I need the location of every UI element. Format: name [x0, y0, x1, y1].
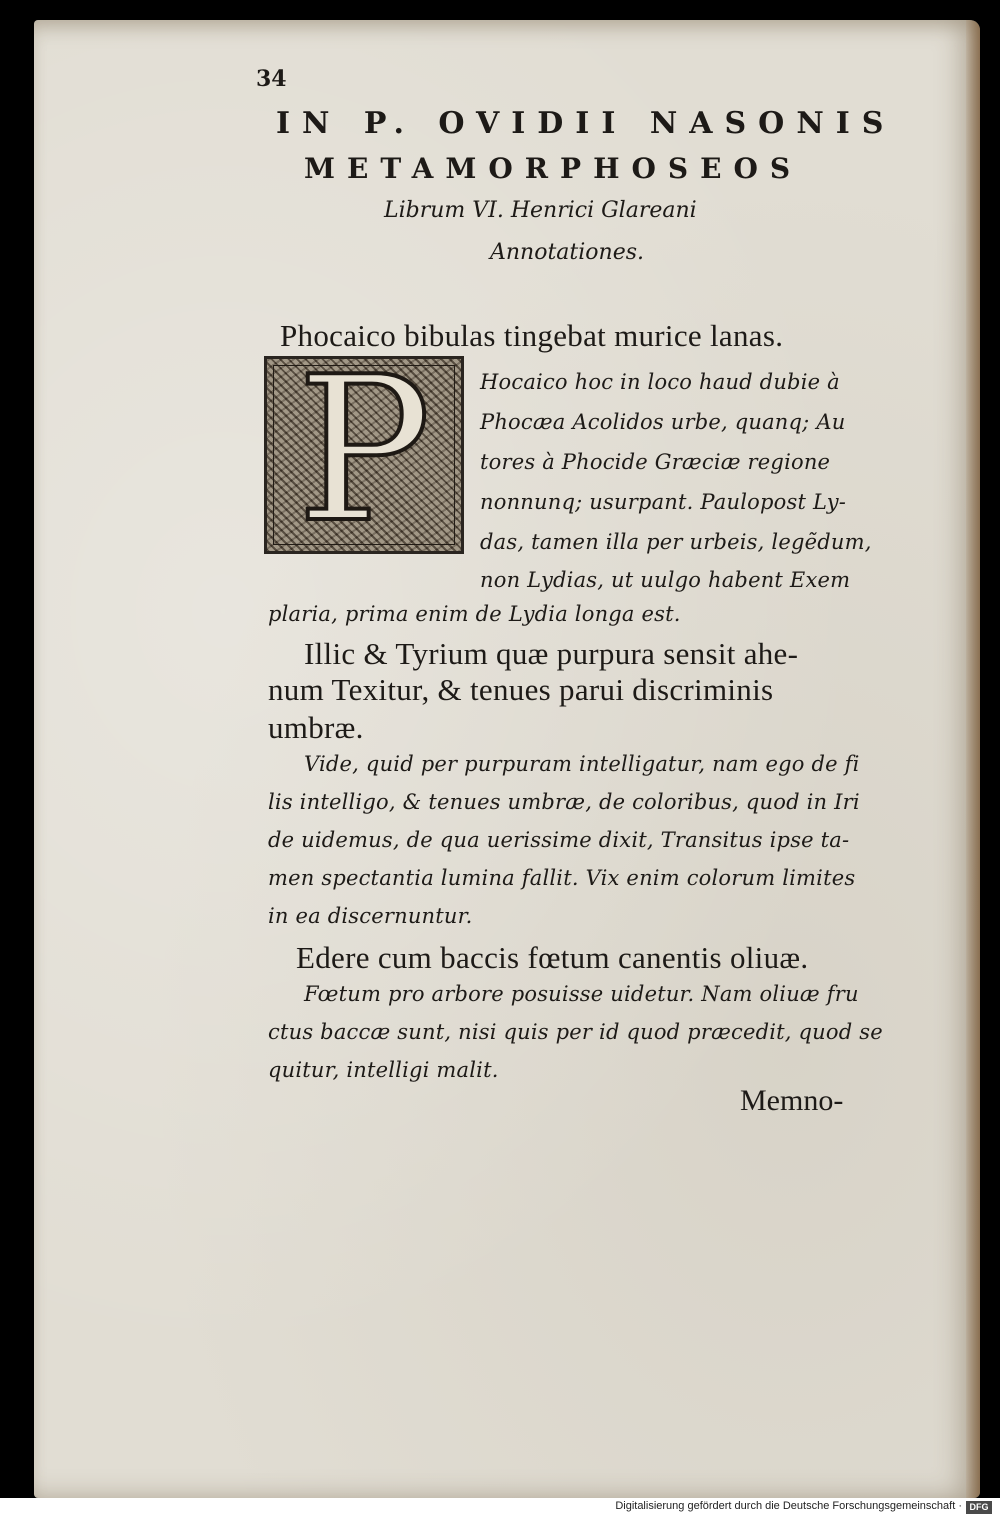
comment-2-line: de uidemus, de qua uerissime dixit, Transitus ipse ta-	[268, 828, 850, 852]
comment-3-line: ctus baccæ sunt, nisi quis per id quod præcedit, quod se	[268, 1020, 883, 1044]
title-line-4: Annotationes.	[490, 240, 645, 265]
comment-1-line: Phocæa Acolidos urbe, quanq; Au	[480, 410, 846, 434]
comment-2-line: Vide, quid per purpuram intelligatur, nam ego de fi	[304, 752, 860, 776]
comment-2-line: lis intelligo, & tenues umbræ, de coloribus, quod in Iri	[268, 790, 860, 814]
title-line-2: METAMORPHOSEOS	[304, 152, 803, 185]
comment-1-line: nonnunq; usurpant. Paulopost Ly-	[480, 490, 847, 514]
comment-3-line: quitur, intelligi malit.	[268, 1058, 499, 1082]
lemma-2-line: Illic & Tyrium quæ purpura sensit ahe-	[304, 636, 799, 671]
comment-1-line: non Lydias, ut uulgo habent Exem	[480, 568, 851, 592]
comment-1-line: das, tamen illa per urbeis, legẽdum,	[480, 530, 872, 554]
page-number: 34	[256, 66, 287, 92]
lemma-1: Phocaico bibulas tingebat murice lanas.	[280, 318, 784, 353]
title-line-1: IN P. OVIDII NASONIS	[276, 106, 896, 141]
catchword: Memno-	[740, 1084, 844, 1117]
lemma-2-line: umbræ.	[268, 710, 364, 745]
lemma-2-line: num Texitur, & tenues parui discriminis	[268, 672, 774, 707]
comment-1-line: plaria, prima enim de Lydia longa est.	[268, 602, 681, 626]
page-edge-shadow	[966, 20, 980, 1498]
lemma-3: Edere cum baccis fœtum canentis oliuæ.	[296, 940, 809, 975]
comment-2-line: in ea discernuntur.	[268, 904, 473, 928]
comment-1-line: tores à Phocide Græciæ regione	[480, 450, 831, 474]
comment-3-line: Fœtum pro arbore posuisse uidetur. Nam oliuæ fru	[304, 982, 859, 1006]
comment-2-line: men spectantia lumina fallit. Vix enim colorum limites	[268, 866, 856, 890]
title-line-3: Librum VI. Henrici Glareani	[384, 198, 697, 223]
initial-glyph: P	[296, 356, 432, 554]
decorated-initial-letter	[264, 356, 464, 554]
dfg-logo-icon: DFG	[966, 1501, 992, 1514]
footer-bar	[0, 1498, 1000, 1518]
comment-1-line: Hocaico hoc in loco haud dubie à	[480, 370, 840, 394]
funding-notice: Digitalisierung gefördert durch die Deutsche Forschungsgemeinschaft ·	[615, 1500, 962, 1512]
